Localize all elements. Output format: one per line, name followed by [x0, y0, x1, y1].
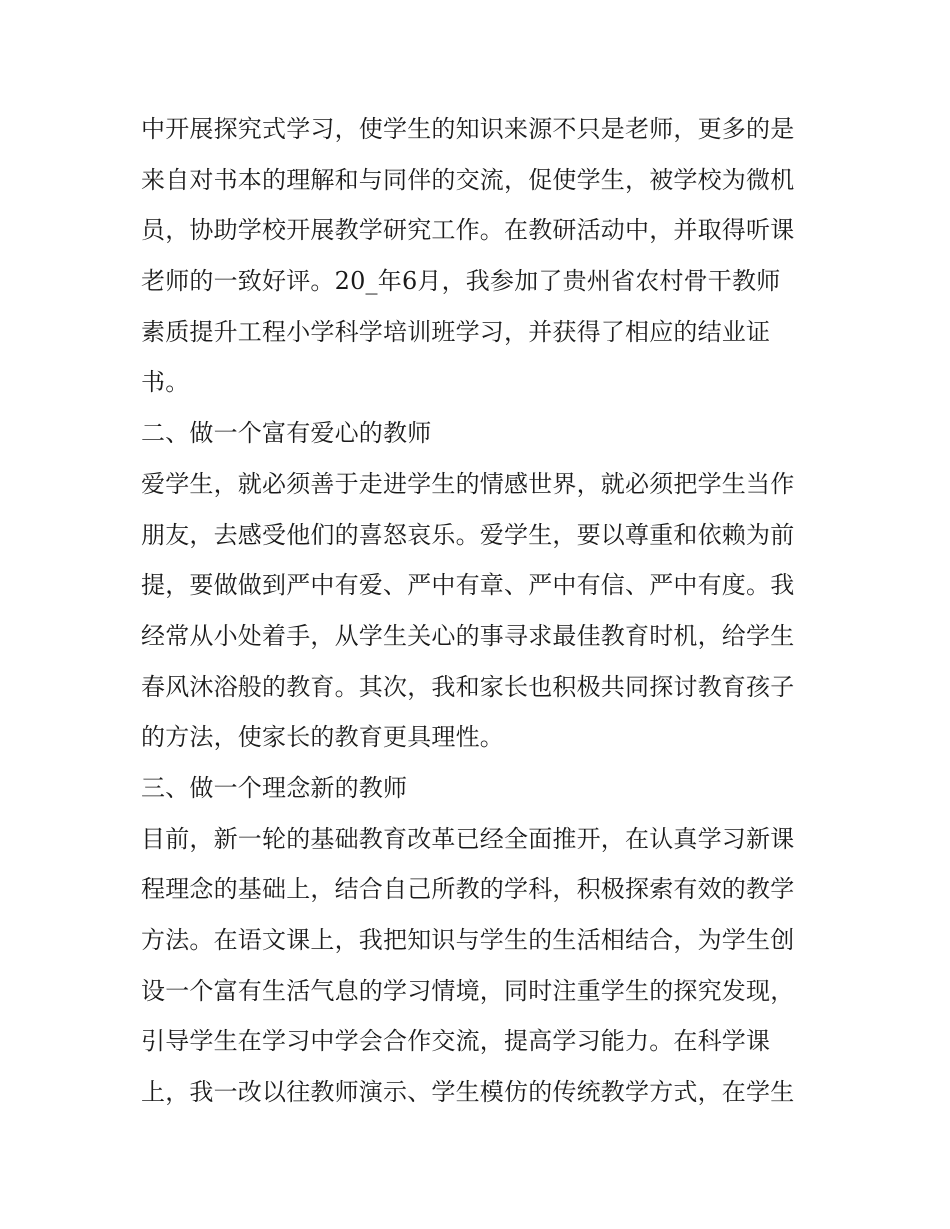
text-line: 方法。在语文课上，我把知识与学生的生活相结合，为学生创: [141, 926, 795, 954]
text-line: 爱学生，就必须善于走进学生的情感世界，就必须把学生当作: [141, 469, 795, 498]
text-line: 素质提升工程小学科学培训班学习，并获得了相应的结业证: [141, 317, 771, 346]
text-line: 引导学生在学习中学会合作交流，提高学习能力。在科学课: [141, 1027, 771, 1056]
text-line: 来自对书本的理解和与同伴的交流，促使学生，被学校为微机: [141, 165, 795, 194]
text-line: 上，我一改以往教师演示、学生模仿的传统教学方式，在学生: [141, 1078, 795, 1107]
text-line: 老师的一致好评。20_年6月，我参加了贵州省农村骨干教师: [141, 267, 781, 296]
text-line: 春风沐浴般的教育。其次，我和家长也积极共同探讨教育孩子: [141, 672, 795, 701]
text-line: 设一个富有生活气息的学习情境，同时注重学生的探究发现，: [141, 976, 795, 1005]
text-line: 目前，新一轮的基础教育改革已经全面推开，在认真学习新课: [141, 824, 795, 853]
text-line: 经常从小处着手，从学生关心的事寻求最佳教育时机，给学生: [141, 621, 795, 650]
section-heading: 三、做一个理念新的教师: [141, 773, 408, 802]
text-line: 提，要做做到严中有爱、严中有章、严中有信、严中有度。我: [141, 571, 795, 600]
text-line: 的方法，使家长的教育更具理性。: [141, 723, 504, 752]
text-line: 书。: [141, 368, 190, 397]
text-line: 员，协助学校开展教学研究工作。在教研活动中，并取得听课: [141, 216, 795, 245]
body-text: [141, 104, 816, 1118]
text-line: 朋友，去感受他们的喜怒哀乐。爱学生，要以尊重和依赖为前: [141, 520, 795, 549]
text-line: 中开展探究式学习，使学生的知识来源不只是老师，更多的是: [141, 115, 795, 143]
section-heading: 二、做一个富有爱心的教师: [141, 419, 432, 448]
text-line: 程理念的基础上，结合自己所教的学科，积极探索有效的教学: [141, 875, 795, 904]
